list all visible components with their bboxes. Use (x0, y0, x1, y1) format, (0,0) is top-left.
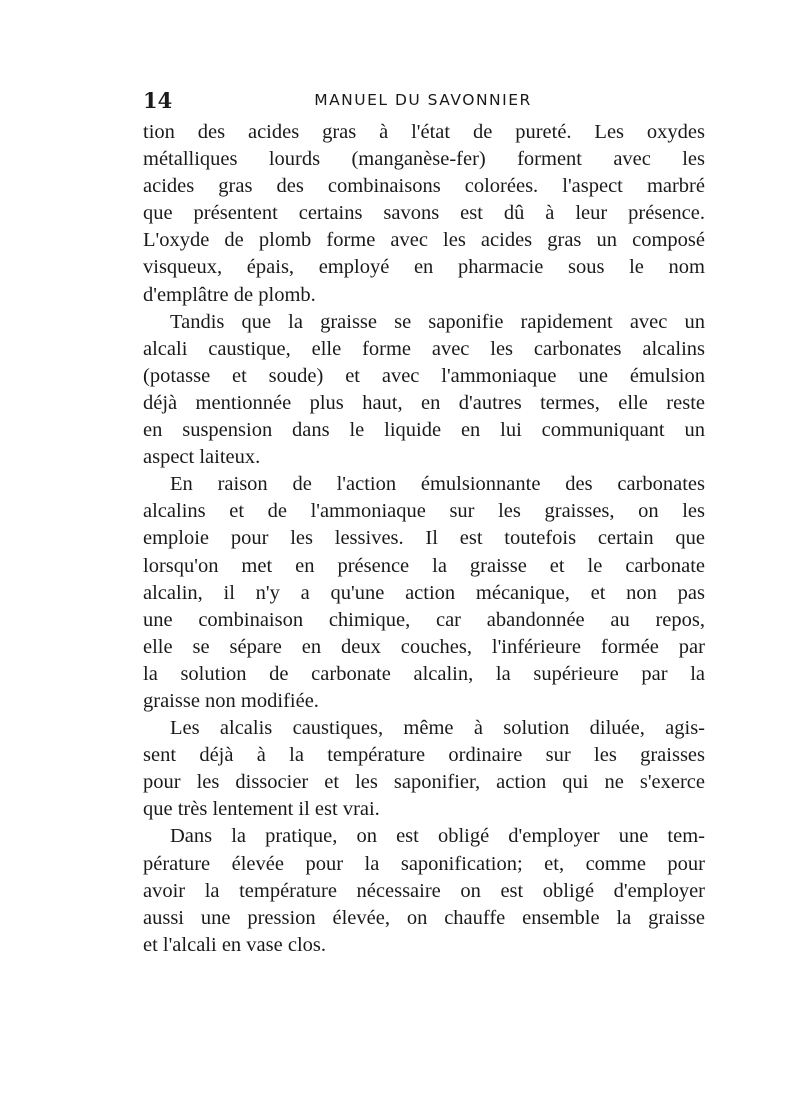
text-line: alcali caustique, elle forme avec les carbonates alcalins (143, 337, 705, 360)
text-line: Tandis que la graisse se saponifie rapidement avec un (170, 310, 705, 333)
text-line: avoir la température nécessaire on est obligé d'employer (143, 879, 705, 902)
text-line: graisse non modifiée. (143, 689, 319, 712)
page-header (143, 88, 703, 114)
page-number: 14 (143, 88, 173, 113)
text-line: En raison de l'action émulsionnante des carbonates (170, 473, 705, 496)
text-line: métalliques lourds (manganèse-fer) forment avec les (143, 148, 705, 171)
text-line: la solution de carbonate alcalin, la supérieure par la (143, 662, 705, 685)
text-line: que présentent certains savons est dû à leur présence. (143, 202, 705, 225)
text-line: acides gras des combinaisons colorées. l'aspect marbré (143, 175, 705, 198)
text-line: en suspension dans le liquide en lui communiquant un (143, 419, 705, 442)
text-line: aspect laiteux. (143, 446, 261, 469)
text-line: L'oxyde de plomb forme avec les acides gras un composé (143, 229, 705, 252)
paragraph (143, 119, 705, 309)
text-line: d'emplâtre de plomb. (143, 283, 316, 306)
text-line: elle se sépare en deux couches, l'inférieure formée par (143, 635, 705, 658)
text-line: tion des acides gras à l'état de pureté. Les oxydes (143, 121, 705, 143)
text-line: sent déjà à la température ordinaire sur les graisses (143, 744, 705, 767)
text-line: une combinaison chimique, car abandonnée au repos, (143, 608, 705, 631)
text-line: déjà mentionnée plus haut, en d'autres termes, elle reste (143, 391, 705, 414)
body-text (143, 119, 705, 959)
text-line: et l'alcali en vase clos. (143, 933, 326, 956)
text-line: alcalin, il n'y a qu'une action mécanique, et non pas (143, 581, 705, 604)
paragraph (143, 309, 705, 472)
text-line: (potasse et soude) et avec l'ammoniaque une émulsion (143, 364, 705, 387)
paragraph (143, 715, 705, 823)
text-line: que très lentement il est vrai. (143, 798, 380, 821)
text-line: lorsqu'on met en présence la graisse et le carbonate (143, 554, 705, 577)
text-line: Dans la pratique, on est obligé d'employer une tem- (170, 825, 705, 848)
running-head: MANUEL DU SAVONNIER (314, 91, 532, 109)
paragraph (143, 823, 705, 958)
text-line: pérature élevée pour la saponification; et, comme pour (143, 852, 705, 875)
text-line: alcalins et de l'ammoniaque sur les graisses, on les (143, 500, 705, 523)
text-line: emploie pour les lessives. Il est toutefois certain que (143, 527, 705, 550)
text-line: visqueux, épais, employé en pharmacie sous le nom (143, 256, 705, 279)
paragraph (143, 471, 705, 715)
text-line: pour les dissocier et les saponifier, action qui ne s'exerce (143, 771, 705, 794)
text-line: Les alcalis caustiques, même à solution diluée, agis- (170, 717, 705, 740)
text-line: aussi une pression élevée, on chauffe ensemble la graisse (143, 906, 705, 929)
